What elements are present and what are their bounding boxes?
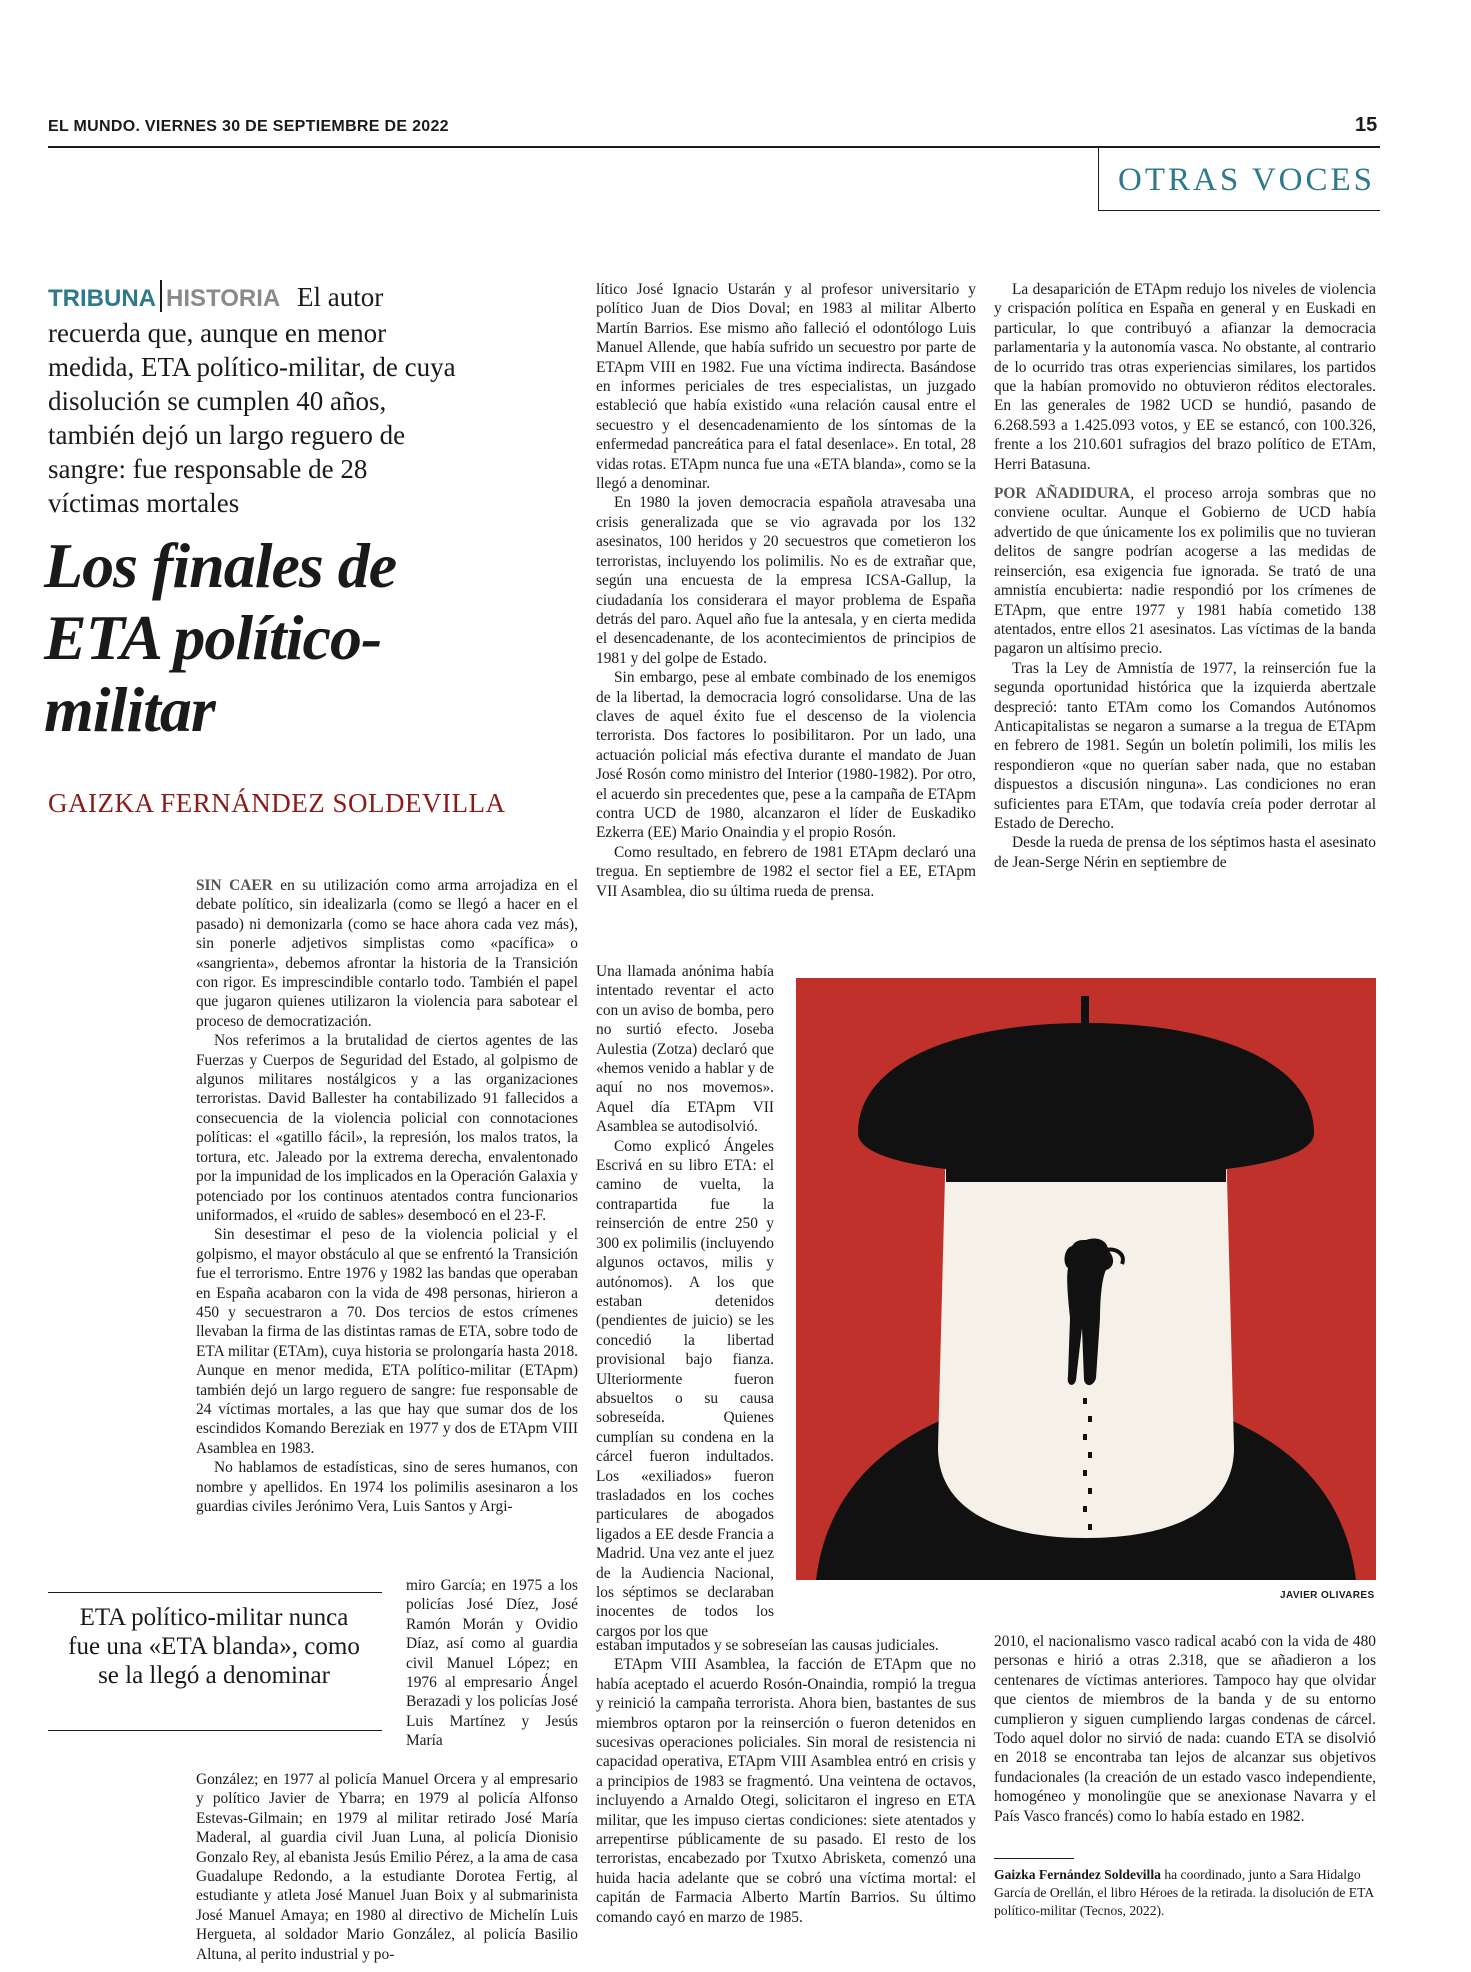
lead-caps: POR AÑADIDURA [994,485,1131,503]
paragraph: Sin embargo, pese al embate combinado de los enemigos de la libertad, la democracia logró consolidarse. Una de las claves de aquel éxito fue el descenso de la violencia terrorista. Dos factores lo posibilitaron. Por un lado, una actuación policial más efectiva durante el mandato de Juan José Rosón como ministro del Interior (1980-1982). Por otro, el acuerdo sin precedentes que, pese a la campaña de ETApm contra UCD de 1980, alcanzaron el líder de Euskadiko Ezkerra (EE) Mario Onaindia y el propio Rosón. [596,669,976,842]
column-1-wrap [406,1576,578,1751]
paragraph: SIN CAER en su utilización como arma arrojadiza en el debate político, sin idealizarla (como se llegó a hacer en el pasado) ni demonizarla (como se hace ahora cada vez más), sin ponerle adjetivos simplistas como «pacífica» o «sangrienta», debemos afrontar la historia de la Transición con rigor. Es imprescindible contarlo todo. También el papel que jugaron quienes utilizaron la violencia para sabotear el proceso de democratización. [196,877,578,1030]
pullquote-rule-bottom [48,1730,382,1731]
dek-label-tribuna: TRIBUNA [48,285,156,312]
paragraph: No hablamos de estadísticas, sino de seres humanos, con nombre y apellidos. En 1974 los polimilis asesinaron a los guardias civiles Jerónimo Vera, Luis Santos y Argi- [196,1459,578,1515]
masthead: EL MUNDO. VIERNES 30 DE SEPTIEMBRE DE 2022 [48,118,449,135]
headline: Los finales de ETA político-militar [44,530,397,745]
paragraph: POR AÑADIDURA, el proceso arroja sombras que no conviene ocultar. Aunque el Gobierno de UCD había advertido de que únicamente los ex polimilis que no tuvieran delitos de sangre podrían acogerse a las medidas de reinserción, esa exigencia fue ignorada. Se trató de una amnistía encubierta: nadie respondió por los crímenes de ETApm, que entre 1977 y 1981 había cometido 138 atentados, entre ellos 21 asesinatos. Las víctimas de la banda pagaron un altísimo precio. [994,485,1376,658]
column-3 [994,280,1376,872]
page-number: 15 [1355,114,1378,136]
pullquote: ETA político-militar nunca fue una «ETA blanda», como se la llegó a denominar [68,1604,360,1689]
column-1-continued [196,1770,578,1964]
paragraph: Tras la Ley de Amnistía de 1977, la reinserción fue la segunda oportunidad histórica que la izquierda abertzale despreció: tanto ETAm como los Comandos Autónomos Anticapitalistas se negaron a sumarse a la tregua de ETApm en febrero de 1981. Según un boletín polimili, los milis les respondieron «que no querían saber nada, que no estaban dispuestos a discusión ninguna». Las condiciones no eran suficientes para ETAm, que todavía creía poder derrotar al Estado de Derecho. [994,659,1376,832]
paragraph: Una llamada anónima había intentado reventar el acto con un aviso de bomba, pero no surtió efecto. Joseba Aulestia (Zotza) declaró que «hemos venido a hablar y de aquí no nos movemos». Aquel día ETApm VII Asamblea se autodisolvió. [596,963,774,1136]
paragraph: 2010, el nacionalismo vasco radical acabó con la vida de 480 personas e hirió a otras 2.318, que se añadieron a los centenares de víctimas anteriores. Tampoco hay que olvidar que cientos de miembros de la banda y de su entorno cumplieron y siguen cumpliendo largas condenas de cárcel. Todo aquel dolor no sirvió de nada: cuando ETA se disolvió en 2018 se encontraba tan lejos de alcanzar sus objetivos fundacionales (la creación de un estado vasco independiente, homogéneo y monolingüe que se anexionase Navarra y el País Vasco francés) como lo había estado en 1982. [994,1633,1376,1825]
lead-caps: SIN CAER [196,877,273,894]
paragraph: González; en 1977 al policía Manuel Orcera y al empresario y político Javier de Ybarra; en 1979 al policía Alfonso Estevas-Gilmain; en 1979 al militar retirado José María Maderal, al guardia civil Juan Luna, al policía Dionisio Gonzalo Rey, al ebanista Jesús Emilio Pérez, a la ama de casa Guadalupe Redondo, a la estudiante Dorotea Fertig, al estudiante y atleta José Manuel Juan Boix y al submarinista José Manuel Amaya; en 1980 al directivo de Michelín Luis Hergueta, al soldador Mario González, al policía Basilio Altuna, al perito industrial y po- [196,1771,578,1963]
paragraph: Como explicó Ángeles Escrivá en su libro ETA: el camino de vuelta, la contrapartida fue la reinserción de entre 250 y 300 ex polimilis (incluyendo algunos octavos, milis y autónomos). A los que estaban detenidos (pendientes de juicio) se les concedió la libertad provisional bajo fianza. Ulteriormente fueron absueltos o su causa sobreseída. Quienes cumplían su condena en la cárcel fueron indultados. Los «exiliados» fueron trasladados en los coches particulares de abogados ligados a EE desde Francia a Madrid. Una vez ante el juez de la Audiencia Nacional, los séptimos se declaraban inocentes de todos los cargos por los que [596,1137,774,1640]
section-title: OTRAS VOCES [1118,162,1376,198]
dek-label-historia: HISTORIA [166,285,281,312]
paragraph: lítico José Ignacio Ustarán y al profesor universitario y político Juan de Dios Doval; en 1983 al militar Alberto Martín Barrios. Ese mismo año falleció el odontólogo Luis Manuel Allende, que había sufrido un secuestro por parte de ETApm VIII en 1982. Fue una víctima indirecta. Basándose en informes periciales de tres especialistas, un juzgado estableció que había existido «una relación causal entre el secuestro y el desencadenamiento de los síntomas de la enfermedad pancreática para el fatal desenlace». En total, 28 vidas rotas. ETApm nunca fue una «ETA blanda», como se la llegó a denominar. [596,281,976,493]
paragraph: ETApm VIII Asamblea, la facción de ETApm que no había aceptado el acuerdo Rosón-Onaindia, rompió la tregua y reinició la campaña terrorista. Ahora bien, bastantes de sus miembros optaron por la reinserción o fueron detenidos en sucesivas operaciones policiales. Sin moral de resistencia ni capacidad operativa, ETApm VIII Asamblea entró en crisis y a principios de 1983 se fragmentó. Una veintena de octavos, incluyendo a Arnaldo Otegi, solicitaron el ingreso en ETA militar, que les impuso ciertas condiciones: siete atentados y arrepentirse públicamente de su pasado. El resto de los terroristas, encabezado por Txutxo Abrisketa, comenzó una huida hacia adelante que se cobró una víctima mortal: el capitán de Farmacia Alberto Martín Barrios. Su último comando cayó en marzo de 1985. [596,1656,976,1926]
dek [48,280,458,520]
author-note [994,1866,1376,1920]
paragraph: Nos referimos a la brutalidad de ciertos agentes de las Fuerzas y Cuerpos de Seguridad del Estado, al golpismo de algunos militares nostálgicos y a las organizaciones terroristas. David Ballester ha contabilizado 91 fallecidos a consecuencia de la violencia policial con connotaciones políticas: el «gatillo fácil», la represión, los malos tratos, la tortura, etc. Jaleado por la extrema derecha, envalentonado por la impunidad de los implicados en la Operación Galaxia y potenciado por los continuos atentados contra funcionarios uniformados, el «ruido de sables» desembocó en el 23-F. [196,1032,578,1224]
author-note-text: ha coordinado, junto a Sara Hidalgo García de Orellán, el libro Héroes de la retirada. la disolución de ETA político-militar (Tecnos, 2022). [994,1867,1374,1918]
author-name: Gaizka Fernández Soldevilla [994,1867,1161,1882]
author-note-rule [994,1858,1074,1859]
pullquote-rule-top [48,1592,382,1593]
illustration-art [796,978,1376,1580]
paragraph: La desaparición de ETApm redujo los niveles de violencia y crispación política en España en general y en Euskadi en particular, lo que contribuyó a afianzar la democracia parlamentaria y la autonomía vasca. No obstante, al contrario de lo ocurrido tras otras experiencias similares, los partidos que la habían promovido no obtuvieron réditos electorales. En las generales de 1982 UCD se hundió, pasando de 6.268.593 a 1.425.093 votos, y EE se estancó, con 100.326, frente a los 210.601 sufragios del brazo político de ETAm, Herri Batasuna. [994,281,1376,473]
paragraph: estaban imputados y se sobreseían las causas judiciales. [596,1637,939,1654]
paragraph: Como resultado, en febrero de 1981 ETApm declaró una tregua. En septiembre de 1982 el sector fiel a EE, ETApm VII Asamblea, dio su última rueda de prensa. [596,843,976,900]
dek-separator [160,280,162,312]
illustration-credit: JAVIER OLIVARES [1280,1590,1375,1601]
column-2-narrow [596,962,774,1641]
byline: GAIZKA FERNÁNDEZ SOLDEVILLA [48,788,506,818]
paragraph: En 1980 la joven democracia española atravesaba una crisis generalizada que se vio agravada por los 132 asesinatos, 100 heridos y 20 secuestros que cometieron los terroristas, incluyendo los polimilis. No es de extrañar que, según una encuesta de la empresa ICSA-Gallup, la ciudadanía los considerara el mayor problema de España detrás del paro. Aquel año fue la antesala, y en cierta medida el desencadenante, de los acontecimientos de principios de 1981 y del golpe de Estado. [596,494,976,667]
column-1 [196,876,578,1516]
dek-text: El autor recuerda que, aunque en menor medida, ETA político-militar, de cuya disolución se cumplen 40 años, también dejó un largo reguero de sangre: fue responsable de 28 víctimas mortales [48,282,456,518]
paragraph: Desde la rueda de prensa de los séptimos hasta el asesinato de Jean-Serge Nérin en septiembre de [994,834,1376,871]
paragraph: Sin desestimar el peso de la violencia policial y el golpismo, el mayor obstáculo al que se enfrentó la Transición fue el terrorismo. Entre 1976 y 1982 las bandas que operaban en España acabaron con la vida de 498 personas, hirieron a 450 y secuestraron a 70. Dos tercios de estos crímenes llevaban la firma de las distintas ramas de ETA, sobre todo de ETA militar (ETAm), cuya historia se prolongaría hasta 2018. Aunque en menor medida, ETA político-militar (ETApm) también dejó un largo reguero de sangre: fue responsable de 24 víctimas mortales, a las que hay que sumar dos de los escindidos Komando Bereziak en 1977 y dos de ETApm VIII Asamblea en 1983. [196,1226,578,1457]
column-2-continued [596,1636,976,1927]
column-2 [596,280,976,901]
column-3-continued [994,1632,1376,1826]
section-rule [1098,210,1380,211]
paragraph: miro García; en 1975 a los policías José Díez, José Ramón Morán y Ovidio Díaz, así como al guardia civil Manuel López; en 1976 al empresario Ángel Berazadi y los policías José Luis Martínez y Jesús María [406,1577,578,1750]
illustration [796,978,1376,1580]
